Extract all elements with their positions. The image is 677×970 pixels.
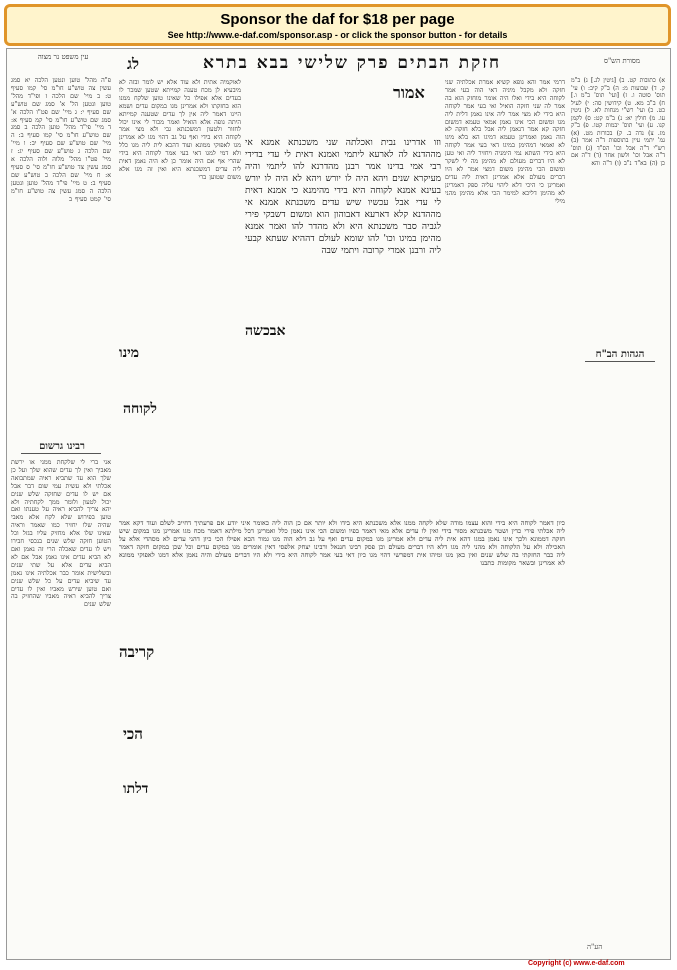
ein-mishpat-title: עין משפט נר מצוה [37, 53, 89, 61]
divider-line [21, 453, 101, 454]
masoret-hashas-text: א) כתובות קט. ב) [גיטין לג.] ג) ב"מ ק. ד) שבועות מ: ה) ב"ק קיב: ו) עי' תוס' סוטה ו. ז) [ועי' תוס' ב"מ ו.] ח) ב"ב מא. ט) קידושין סה: י) לעיל כט. כ) ועי' רש"י מנחות לא. ל) גיטין עו. מ) חולין יא: נ) ב"מ קט: ס) לקמן קנו. ע) ועי' תוס' יבמות קטו. פ) ב"ק מז. צ) נדה ב. ק) בכורות מט. (א) גמ' יתמי עיין בתוספות ד"ה אמר (ב) רש"י ד"ה אבל וכו' הס"ד (ג) תוס' ד"ה אבל וכו' ולשון אחר (ד) ד"ה אם כן (ה) בא"ד נ"ב (ו) ד"ה והא [571, 77, 665, 167]
ein-mishpat-text: פ"ה מהל' טוען ונטען הלכה יא סמג עשין צה טוש"ע חו"מ סי' קמו סעיף ט: ב מיי' שם הלכה ז ופי"ד מהל' טוען ונטען הל' א' סמג שם טוש"ע שם סעיף י: ג מיי' שם פט"ו הלכה א' סמג שם טוש"ע חו"מ סי' קמ סעיף א: ד מיי' פי"ד מהל' טוען הלכה ב סמג שם טוש"ע חו"מ סי' קמו סעיף ב: ה מיי' שם טוש"ע שם סעיף יב: ו מיי' שם הלכה ג טוש"ע שם סעיף יג: ז מיי' פט"ו מהל' מלוה ולוה הלכה א סמג עשין צד טוש"ע חו"מ סי' ס סעיף א: ח מיי' שם הלכה ב טוש"ע שם סעיף ב: ט מיי' פי"ד מהל' טוען ונטען הלכה ה סמג עשין צה טוש"ע חו"מ סי' קמט סעיף ב [11, 77, 111, 203]
rabbeinu-gershom-title: רבינו גרשום [39, 441, 85, 452]
ein-mishpat-column [11, 77, 111, 417]
page-header: חזקת הבתים פרק שלישי בבא בתרא [202, 53, 502, 73]
hagahot-title: הגהות הב"ח [595, 349, 645, 360]
gemara-column [245, 137, 441, 457]
gemara-text: וזו אדרינו נבית ואכלתה שני משכנתא אמנא אי מההדנא לה לארעא ליתמי ואמנא דאית לי עדי בדידי רבי אמי בדינו אמר רבנן מהדרנא להו ליתמי והיה מעיקרא שנים ויהא היה לו יורש ויהא לא היה לו יורש בעינא אמנא לקוחה היא בידי מהימנא כי אמנא דאית לי עדי אבל עכשיו שיש עדים משכנתא אמנא אי מההדנא קלא דארעא דאבוהון הוא ומשום דשבקי פירי לגביה סבר משכנתא היא ולא מהדר להו ואמר אמנא מהימן במיגו וכו' להו שומא לעולם דההיא שעתא קבעי ליה ורבנן אמרי קרובה ויתמי שבה [245, 138, 441, 256]
folio-note: הע"ה [587, 943, 603, 951]
rabbeinu-gershom-text: אני ברי לי שלקחת ממני או ירשת מאביך ואין לך עדים שהוא שלך ועל כן שלך הוא עד שתביא ראיה שמתבואה אכלתי ולא עשית עמי שום דבר אבל אם יש לו עדים שחזקה שלש שנים יכול לטעון ולומר ממך לקחתיה ולא יהא צריך להביא ראיה על טענתו ואם טוען בפירוש שלא לקח אלא מאבי שהיה שלו יחזיר כמו שאמר וראיה שאינו שלו אלא מחזיק עליו בגזל וכל הטוען חזקה שלש שנים בנכסי חבירו ויש לו עדים שאכלה הרי זה נאמן ואם לא הביא עדים אינו נאמן אבל אם לא הביא עדים אלא על שתי שנים ובשלישית אומר כבר אכלתיה אינו נאמן עד שיביא עדים על כל שלש שנים ואם טוען שירש מאביו ואין לו עדים צריך להביא ראיה מאביו שהחזיק בה שלש שנים [11, 459, 111, 609]
copyright-link[interactable]: Copyright (c) www.e-daf.com [528, 960, 625, 967]
sponsor-subtitle[interactable]: See http://www.e-daf.com/sponsor.asp - or click the sponsor button - for details [167, 30, 508, 40]
rashi-text: דרמי אמר והא גופא קשיא אמרת אכלתיה שני חזקה ולא מקבל מיניה דאי הוה בעי אמר לקוחה היא בידי ואלו היה אומר מוחזק הוא בה אמר לה שני חזקה הואיל ואי בעי אמר לקוחה היא בידי לא מצי אמר ליה אינו נאמן דלית ליה מגו ומשום הכי אינו נאמן אמאי טעמא דמשום חזקה קא אמר דנאמן ליה אבל בלא חזקה לא הוה נאמן ואמרינן טעמא דמיגו הא בלא מיגו לא ואמאי דמהימן במיגו דאי בעי אמר לקוחה היא בידי השתא נמי הימניה ויחזיר ליה ואי טען לא היו דברים מעולם לא מהימן מה לי לשקר ומשום הכי מהימן משום דמצי אמר לא היו דברים מעולם אלא אמרינן דאית ליה עדים ואמרינן כי היכי דלא ליהוי עליה ספק דאמרינן לא מהימן דליכא למימר הכי אלא מהימן מהני מילי [445, 79, 565, 205]
dibbur-hamatchil: קריבה [119, 643, 155, 661]
dibbur-hamatchil: לקוחה [123, 401, 157, 417]
rabbeinu-gershom-column [11, 459, 111, 939]
commentary-bottom [119, 519, 565, 939]
dibbur-hamatchil: מינו [119, 345, 140, 361]
dibbur-hamatchil: אבכשה [245, 323, 286, 339]
dibbur-hamatchil: אמור [393, 83, 425, 102]
commentary-bottom-text: כיון דאמר לקוחה היא בידי והוא עצמו מודה שלא לקחה ממנו אלא משכנתא היא בידו ולא יותר אם כן הוה ליה כאומר איני יודע אם פרעתיך דחייב לשלם ועוד דקא אמר ליה אכלתי פירי כדין ושטר משכנתא מסור בידי ואין לו עדים אלא מאי דאמר בפיו ומשום הכי אינו נאמן כלל ואמרינן דכל מילתא דאמר מכח מגו אמרינן מגו במקום שיש חזקה דממונא ולכך אינו נאמן במגו דהא אית ליה עדים ולא אמרינן מגו במקום עדים ואף על גב דלא הוה מגו גמור הכא אפילו הכי כיון דהני עדים לא מסהדי אלא על האכילה ולא על הלקוחה ולא מהני ליה מגו דלא היו דברים מעולם וכן פסק רבינו חננאל ורבינו יצחק אלפסי דאין אומרים מגו במקום עדים וכל שכן במקום חזקה דאמר ליה כבר החזקתי בה שלש שנים ואין כאן מגו ומיהו אית דמפרשי דהוי מגו כיון דאי בעי אמר לקוחה היא בידי ולא היו דברים מעולם והיה נאמן אלא דמגו לאפוקי ממונא לא אמרינן ובשאר מקומות כתבנו [119, 519, 565, 567]
tosafot-text: לאוקמיה אתית ולא עוד אלא יש לומר ובזה לא מיבעיא לן מכח טענה קמייתא שטען שמכר לו בעדים אלא אפילו כל שאינו טוען שלקח ממנו הוא בחזקתו ולא אמרינן מגו במקום עדים ושמא היינו דאמר ליה אין לך עדים שטענה קמייתא היתה גופה אלא הואיל ואמר מכור לי אינו יכול לחזור ולטעון דמשכנתא גבי ולא מצי אמר לקוחה היא בידי ואף על גב דהוי מגו לא אמרינן מגו לאפוקי ממונא ועוד דהכא לית ליה מגו כלל ולא דמי למגו דאי בעי אמר לקוחה היא בידי שהרי אף אם היה אומר כן לא היה נאמן דאית ליה עדים דמשכנתא היא ואין זה מגו אלא משום שטוען ברי [119, 79, 241, 181]
talmud-page [6, 48, 671, 960]
masoret-hashas-column [571, 77, 665, 937]
rashi-column [445, 79, 565, 519]
dibbur-hamatchil: הכי [123, 725, 143, 743]
masoret-hashas-title: מסורת הש"ס [603, 57, 641, 65]
dibbur-hamatchil: דלתו [123, 781, 149, 797]
sponsor-title[interactable]: Sponsor the daf for $18 per page [220, 11, 455, 28]
tosafot-column [119, 79, 241, 519]
sponsor-banner[interactable] [4, 4, 671, 46]
folio-number: לג [127, 55, 139, 73]
